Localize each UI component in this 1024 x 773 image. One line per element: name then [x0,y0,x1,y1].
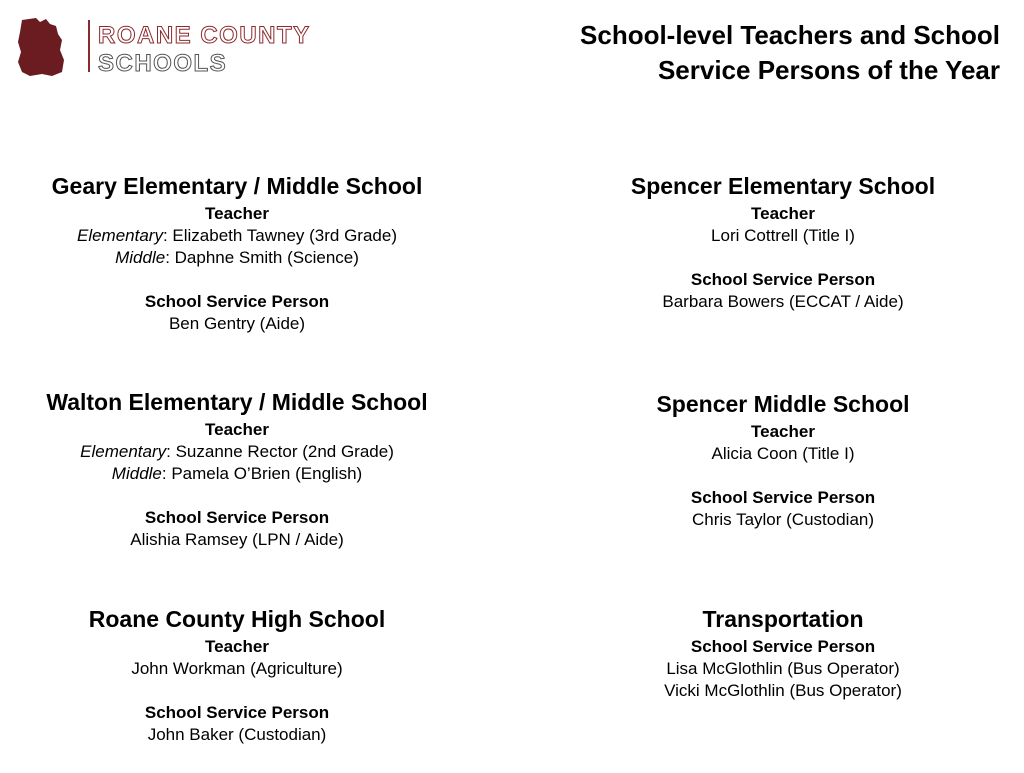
county-map-icon [16,16,68,78]
teacher-label: Teacher [205,420,269,439]
ssp-label: School Service Person [690,637,876,656]
teacher-name: Alicia Coon (Title I) [711,444,855,463]
school-name: Roane County High School [88,606,386,632]
teacher-name: : Suzanne Rector (2nd Grade) [166,442,394,461]
page-title-line2: Service Persons of the Year [657,55,1000,85]
teacher-label: Teacher [751,204,815,223]
teacher-name: John Workman (Agriculture) [131,659,343,678]
teacher-elementary [2,441,472,463]
school-name: Spencer Middle School [656,391,910,417]
ssp-name: John Baker (Custodian) [147,725,327,744]
ssp-name: Barbara Bowers (ECCAT / Aide) [662,292,904,311]
level-label: Elementary [76,226,163,245]
school-name: Walton Elementary / Middle School [46,389,428,415]
school-block-spencer-middle [548,389,1018,531]
school-block-geary [2,171,472,335]
ssp-name: Chris Taylor (Custodian) [691,510,875,529]
page-title [480,18,1000,88]
teacher-label: Teacher [205,637,269,656]
teacher-elementary [2,225,472,247]
ssp-name: Vicki McGlothlin (Bus Operator) [664,681,902,700]
school-name: Geary Elementary / Middle School [51,173,423,199]
ssp-label: School Service Person [690,270,876,289]
ssp-label: School Service Person [144,703,330,722]
teacher-name: : Elizabeth Tawney (3rd Grade) [162,226,397,245]
teacher-middle [2,463,472,485]
logo-text-roane-county: ROANE COUNTY [98,22,311,49]
school-block-walton [2,387,472,551]
ssp-label: School Service Person [144,508,330,527]
block-transportation [548,604,1018,702]
teacher-name: Lori Cottrell (Title I) [711,226,855,245]
level-label: Elementary [80,442,167,461]
teacher-middle [2,247,472,269]
teacher-name: : Pamela O’Brien (English) [161,464,363,483]
teacher-label: Teacher [205,204,269,223]
ssp-name: Ben Gentry (Aide) [168,314,306,333]
teacher-name: : Daphne Smith (Science) [165,248,359,267]
ssp-name: Lisa McGlothlin (Bus Operator) [666,659,900,678]
level-label: Middle [115,248,166,267]
school-block-roane-county-high [2,604,472,746]
page-title-line1: School-level Teachers and School [580,20,1000,50]
school-name: Spencer Elementary School [630,173,936,199]
logo-divider [88,20,90,72]
ssp-label: School Service Person [690,488,876,507]
ssp-label: School Service Person [144,292,330,311]
level-label: Middle [111,464,162,483]
department-name: Transportation [702,606,864,632]
ssp-name: Alishia Ramsey (LPN / Aide) [130,530,344,549]
roane-county-schools-logo [16,16,346,80]
school-block-spencer-elementary [548,171,1018,313]
teacher-label: Teacher [751,422,815,441]
logo-text-schools: SCHOOLS [98,50,228,77]
